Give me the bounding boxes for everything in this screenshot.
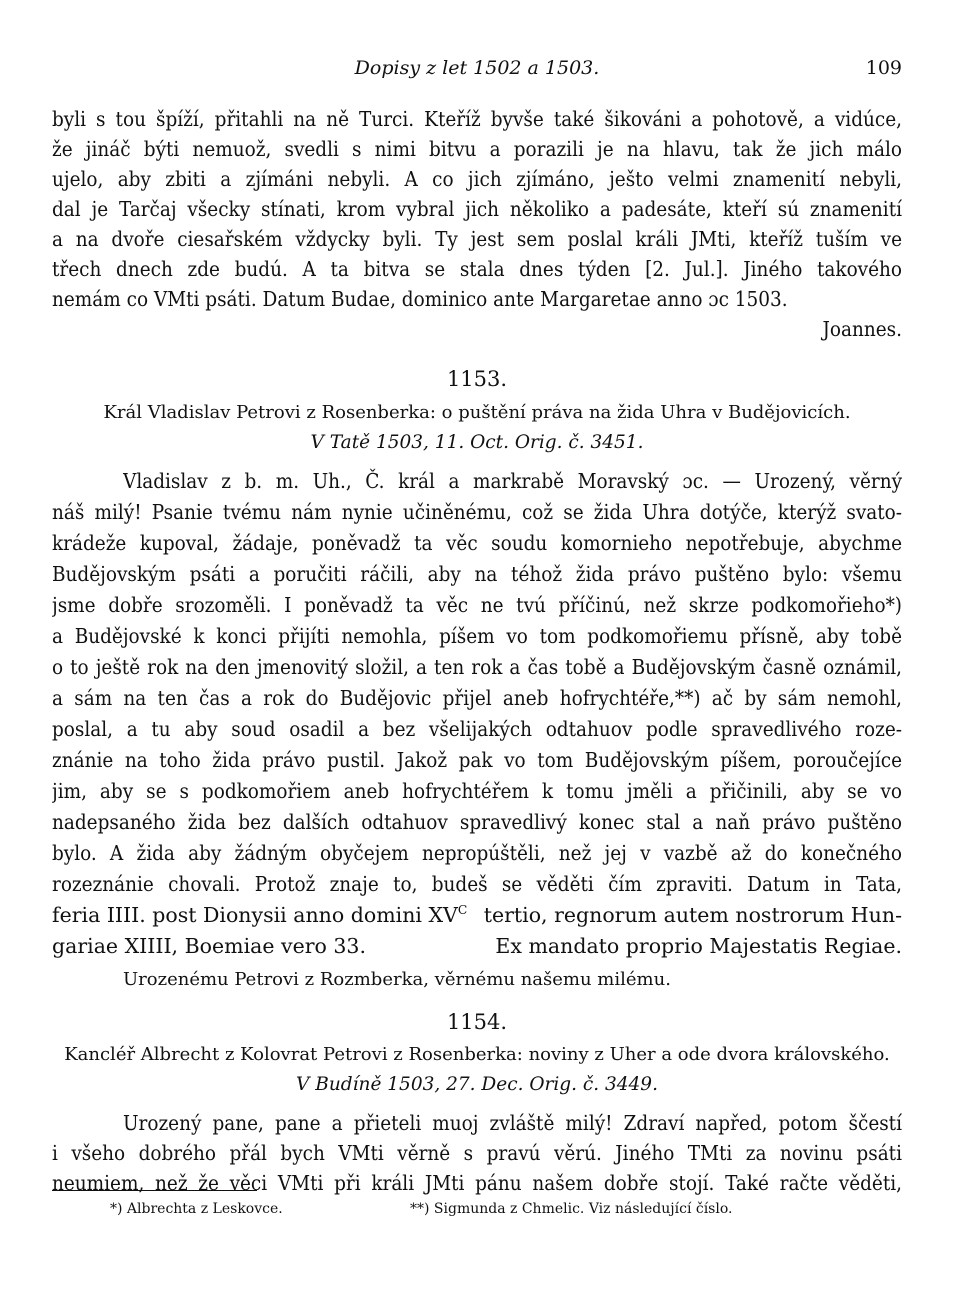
text-line-mandate — [52, 931, 902, 961]
text-line: třech dnech zde budú. A ta bitva se stala dnes týden [2. Jul.]. Jiného takového — [52, 257, 902, 281]
text-line: nemám co VMti psáti. Datum Budae, dominico ante Margaretae anno ɔc 1503. — [52, 287, 788, 311]
document-regest: Kancléř Albrecht z Kolovrat Petrovi z Rosenberka: noviny z Uher a ode dvora královského. — [64, 1044, 890, 1065]
text-line: že jináč býti nemuož, svedli s nimi bitvu a porazili je na hlavu, tak že jich málo — [52, 137, 902, 161]
page-number: 109 — [865, 57, 902, 79]
document-regest: Král Vladislav Petrovi z Rosenberka: o puštění práva na žida Uhra v Budějovicích. — [103, 402, 851, 423]
date-clause — [52, 900, 467, 930]
text-line: náš milý! Psanie tvému nám nynie učiněnému, což se žida Uhra dotýče, kterýž svato- — [52, 500, 902, 524]
text-line: o to ještě rok na den jmenovitý složil, a ten rok a čas tobě a Budějovským časně oznámil, — [52, 655, 902, 679]
text-line: znánie na toho žida právo pustil. Jakož pak vo tom Budějovským píšem, poroučejíce — [52, 748, 902, 772]
document-number: 1153. — [446, 367, 508, 391]
date-text: feria IIII. post Dionysii anno domini XV — [52, 903, 458, 927]
text-line: poslal, a tu aby soud osadil a bez všelijakých odtahuov podle spravedlivého roze- — [52, 717, 902, 741]
regnal-years: gariae XIIII, Boemiae vero 33. — [52, 934, 366, 958]
text-line: Budějovským psáti a poručiti ráčili, aby na téhož žida právo puštěno bylo: všemu — [52, 562, 902, 586]
footnote-1: *) Albrechta z Leskovce. — [110, 1201, 283, 1217]
signature: Joannes. — [822, 317, 902, 341]
text-line: Vladislav z b. m. Uh., Č. král a markrabě Moravský ɔc. — Urozený, věrný — [123, 469, 902, 493]
text-line: jim, aby se s podkomořiem aneb hofrychtéřem k tomu jměli a přičinili, aby se vo — [52, 779, 902, 803]
text-line: bylo. A žida aby žádným obyčejem nepropúštěli, než jej v vazbě až do konečného — [52, 841, 902, 865]
text-line: dal je Tarčaj všecky stínati, krom vybral jich několiko a padesáte, kteří sú znamenití — [52, 197, 902, 221]
text-line: ujelo, aby zbiti a zjímáni nebyli. A co jich zjímáno, ješto velmi znamenití nebyli, — [52, 167, 902, 191]
document-source: V Tatě 1503, 11. Oct. Orig. č. 3451. — [310, 432, 644, 453]
text-line: byli s tou špíží, přitahli na ně Turci. Kteříž byvše také šikováni a pohotově, a vidúce, — [52, 107, 902, 131]
letter-address: Urozenému Petrovi z Rozmberka, věrnému našemu milému. — [123, 969, 671, 990]
text-line: a Budějovské k konci přijíti nemohla, píšem vo tom podkomořiemu přísně, aby tobě — [52, 624, 902, 648]
footnote-rule — [52, 1190, 257, 1191]
text-line: krádeže kupoval, žádaje, poněvadž ta věc soudu komornieho nepotřebuje, abychme — [52, 531, 902, 555]
mandate-clause: Ex mandato proprio Majestatis Regiae. — [495, 934, 902, 958]
running-title: Dopisy z let 1502 a 1503. — [354, 57, 600, 79]
text-line: rozeznánie chovali. Protož znaje to, budeš se věděti čím zpraviti. Datum in Tata, — [52, 872, 902, 896]
century-superscript: C — [457, 903, 468, 918]
text-line: neumiem, než že věci VMti při králi JMti pánu našem dobře stojí. Také račte věděti, — [52, 1171, 902, 1195]
document-number: 1154. — [446, 1010, 508, 1034]
text-line: a sám na ten čas a rok do Budějovic přijel aneb hofrychtéře,**) ač by sám nemohl, — [52, 686, 902, 710]
running-head — [52, 53, 902, 83]
footnote-2: **) Sigmunda z Chmelic. Viz následující číslo. — [410, 1201, 733, 1217]
date-tail: tertio, regnorum autem nostrorum Hun- — [483, 903, 902, 927]
text-line: jsme dobře srozoměli. I poněvadž ta věc ne tvú příčinú, než skrze podkomořieho*) — [52, 593, 902, 617]
text-line: i všeho dobrého přál bych VMti věrně s pravú věrú. Jiného TMti za novinu psáti — [52, 1141, 902, 1165]
text-line-date — [52, 900, 902, 930]
text-line: nadepsaného žida bez dalších odtahuov spravedlivý konec stal a naň právo puštěno — [52, 810, 902, 834]
text-line: Urozený pane, pane a přieteli muoj zvláště milý! Zdraví napřed, potom ščestí — [123, 1111, 902, 1135]
text-line: a na dvoře ciesařském vždycky byli. Ty jest sem poslal králi JMti, kteříž tuším ve — [52, 227, 902, 251]
document-source: V Budíně 1503, 27. Dec. Orig. č. 3449. — [296, 1074, 658, 1095]
